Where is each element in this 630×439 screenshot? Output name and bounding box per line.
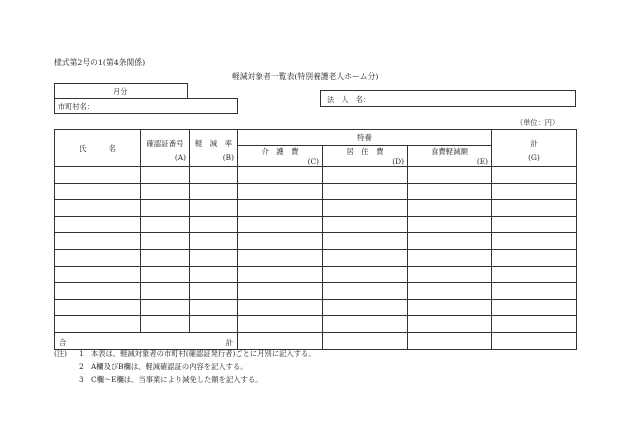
table-cell[interactable] [55,283,141,300]
note-1-num: 1 [79,349,84,358]
table-row [55,316,577,333]
table-cell[interactable] [190,183,238,200]
table-cell[interactable] [190,316,238,333]
table-cell[interactable] [55,200,141,217]
table-cell[interactable] [492,249,577,266]
table-cell[interactable] [492,183,577,200]
table-cell[interactable] [238,216,323,233]
table-cell[interactable] [323,316,408,333]
table-row [55,266,577,283]
table-cell[interactable] [323,233,408,250]
table-row [55,167,577,184]
table-cell[interactable] [408,233,492,250]
table-cell[interactable] [492,299,577,316]
table-row [55,216,577,233]
table-cell[interactable] [190,233,238,250]
note-3-text: C欄～E欄は、当事業により減免した額を記入する。 [91,375,263,384]
col-name-header: 氏 名 [55,130,141,167]
table-cell[interactable] [323,266,408,283]
table-cell[interactable] [492,316,577,333]
table-cell[interactable] [408,249,492,266]
table-cell[interactable] [190,167,238,184]
table-cell[interactable] [238,266,323,283]
month-box [54,83,188,99]
table-cell[interactable] [141,316,190,333]
table-cell[interactable] [55,183,141,200]
table-cell[interactable] [238,200,323,217]
table-cell[interactable] [238,167,323,184]
table-cell[interactable] [408,216,492,233]
notes-prefix: (注) [54,349,67,358]
table-cell[interactable] [492,167,577,184]
table-cell[interactable] [141,266,190,283]
table-cell[interactable] [190,200,238,217]
table-cell[interactable] [55,249,141,266]
table-cell[interactable] [141,283,190,300]
table-cell[interactable] [238,283,323,300]
table-cell[interactable] [492,200,577,217]
note-3-num: 3 [79,375,84,384]
table-cell[interactable] [141,183,190,200]
table-row [55,200,577,217]
note-2-num: 2 [79,362,84,371]
month-label: 月分 [113,87,128,96]
total-left-label: 合 [59,337,67,347]
table-cell[interactable] [323,183,408,200]
col-rate-header: 軽 減 率 (B) [190,130,238,167]
table-cell[interactable] [190,266,238,283]
total-right-label: 計 [225,337,233,347]
corporation-box [320,90,576,107]
table-row [55,299,577,316]
table-cell[interactable] [323,249,408,266]
table-row [55,249,577,266]
group-tokuyo-header: 特養 [238,130,492,146]
table-cell[interactable] [238,249,323,266]
table-cell[interactable] [408,200,492,217]
col-total-header: 計 (G) [492,130,577,167]
table-cell[interactable] [238,233,323,250]
table-cell[interactable] [492,216,577,233]
municipality-label: 市町村名： [58,102,94,111]
municipality-box [54,98,238,114]
table-row [55,233,577,250]
table-row [55,183,577,200]
page-title: 軽減対象者一覧表(特別養護老人ホーム分) [232,72,379,81]
reduction-table [54,129,577,350]
table-cell[interactable] [492,266,577,283]
col-cert-no-header: 確認証番号 (A) [141,130,190,167]
col-care-header: 介 護 費 (C) [238,146,323,167]
table-cell[interactable] [190,299,238,316]
unit-label: （単位：円） [516,118,560,127]
table-cell[interactable] [408,283,492,300]
table-cell[interactable] [408,266,492,283]
table-cell[interactable] [55,216,141,233]
table-cell[interactable] [141,200,190,217]
col-residence-header: 居 住 費 (D) [323,146,408,167]
table-cell[interactable] [55,233,141,250]
table-cell[interactable] [141,299,190,316]
table-cell[interactable] [55,299,141,316]
table-cell[interactable] [492,283,577,300]
table-cell[interactable] [141,233,190,250]
col-food-header: 食費軽減額 (E) [408,146,492,167]
table-cell[interactable] [190,216,238,233]
table-cell[interactable] [238,299,323,316]
table-cell[interactable] [55,167,141,184]
table-cell[interactable] [141,167,190,184]
form-id: 様式第2号の1(第4条関係) [54,58,146,67]
table-cell[interactable] [323,200,408,217]
table-cell[interactable] [408,183,492,200]
table-cell[interactable] [55,316,141,333]
note-2-text: A欄及びB欄は、軽減確認証の内容を記入する。 [91,362,248,371]
table-cell[interactable] [190,283,238,300]
table-cell[interactable] [408,316,492,333]
table-cell[interactable] [141,216,190,233]
corporation-label: 法 人 名： [327,95,371,104]
table-cell[interactable] [323,299,408,316]
note-1-text: 本表は、軽減対象者の市町村(確認証発行者)ごとに月別に記入する。 [91,349,316,358]
total-row [55,332,577,349]
table-cell[interactable] [323,216,408,233]
table-cell[interactable] [55,266,141,283]
table-cell[interactable] [190,249,238,266]
table-cell[interactable] [238,183,323,200]
table-cell[interactable] [492,233,577,250]
table-cell[interactable] [408,299,492,316]
table-cell[interactable] [408,167,492,184]
table-row [55,283,577,300]
table-cell[interactable] [323,167,408,184]
table-cell[interactable] [323,283,408,300]
table-cell[interactable] [141,249,190,266]
table-cell[interactable] [238,316,323,333]
